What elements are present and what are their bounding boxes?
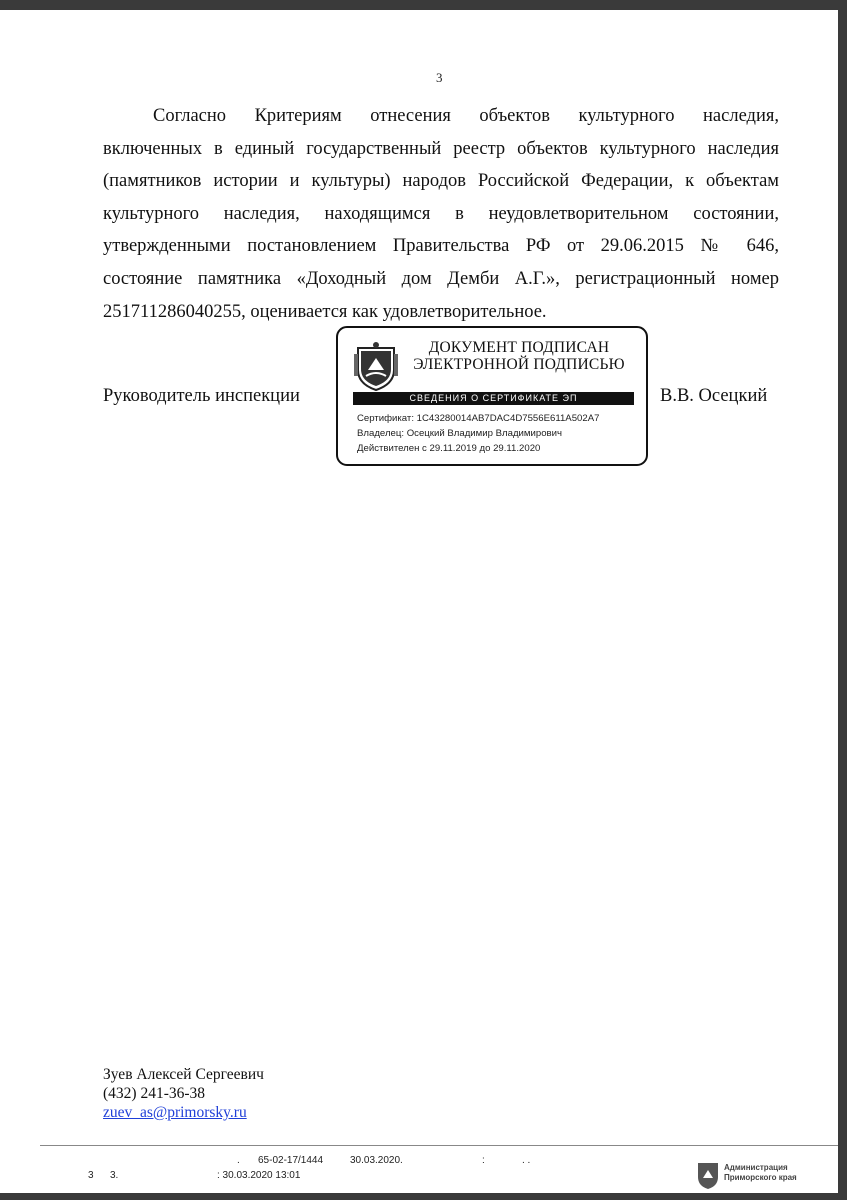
footer-text: . . <box>522 1155 531 1166</box>
signer-title: Руководитель инспекции <box>103 386 300 406</box>
body-paragraph <box>103 100 779 328</box>
contact-name: Зуев Алексей Сергеевич <box>103 1066 264 1083</box>
body-line: Согласно Критериям отнесения объектов культурного наследия, <box>153 106 779 126</box>
body-line: утвержденными постановлением Правительства РФ от 29.06.2015 № 646, <box>103 236 779 257</box>
footer-text: : <box>482 1155 485 1166</box>
footer-text: . <box>237 1155 240 1166</box>
stamp-validity: Действителен с 29.11.2019 до 29.11.2020 <box>357 443 541 454</box>
footer-page-total: 3. <box>110 1170 119 1181</box>
footer-logo-line: Приморского края <box>724 1173 797 1182</box>
signer-name: В.В. Осецкий <box>660 386 768 406</box>
stamp-certificate-bar: СВЕДЕНИЯ О СЕРТИФИКАТЕ ЭП <box>353 392 634 405</box>
footer-reg-number: 65-02-17/1444 <box>258 1155 324 1166</box>
page-number: 3 <box>436 70 443 85</box>
footer-divider <box>40 1145 838 1146</box>
footer-signed-time: : 30.03.2020 13:01 <box>217 1170 301 1181</box>
stamp-title <box>404 339 634 373</box>
body-line: (памятников истории и культуры) народов Российской Федерации, к объектам <box>103 171 779 192</box>
document-page <box>0 10 838 1193</box>
coat-of-arms-icon <box>352 340 400 392</box>
electronic-signature-stamp <box>336 326 648 466</box>
footer-page: 3 <box>88 1170 94 1181</box>
contact-email-row <box>103 1104 247 1122</box>
body-line: культурного наследия, находящимся в неудовлетворительном состоянии, <box>103 203 779 224</box>
stamp-title-line: ДОКУМЕНТ ПОДПИСАН <box>428 339 610 356</box>
stamp-certificate: Сертификат: 1C43280014AB7DAC4D7556E611A502A7 <box>357 413 600 424</box>
stamp-owner: Владелец: Осецкий Владимир Владимирович <box>357 428 562 439</box>
body-line: состояние памятника «Доходный дом Демби А.Г.», регистрационный номер <box>103 268 779 289</box>
footer-reg-date: 30.03.2020. <box>350 1155 403 1166</box>
footer-logo-line: Администрация <box>724 1163 788 1172</box>
contact-email-link[interactable]: zuev_as@primorsky.ru <box>103 1104 247 1121</box>
body-line: 251711286040255, оценивается как удовлетворительное. <box>103 301 547 322</box>
contact-phone: (432) 241-36-38 <box>103 1085 206 1102</box>
body-line: включенных в единый государственный реестр объектов культурного наследия <box>103 138 779 159</box>
stamp-title-line: ЭЛЕКТРОННОЙ ПОДПИСЬЮ <box>413 356 625 373</box>
